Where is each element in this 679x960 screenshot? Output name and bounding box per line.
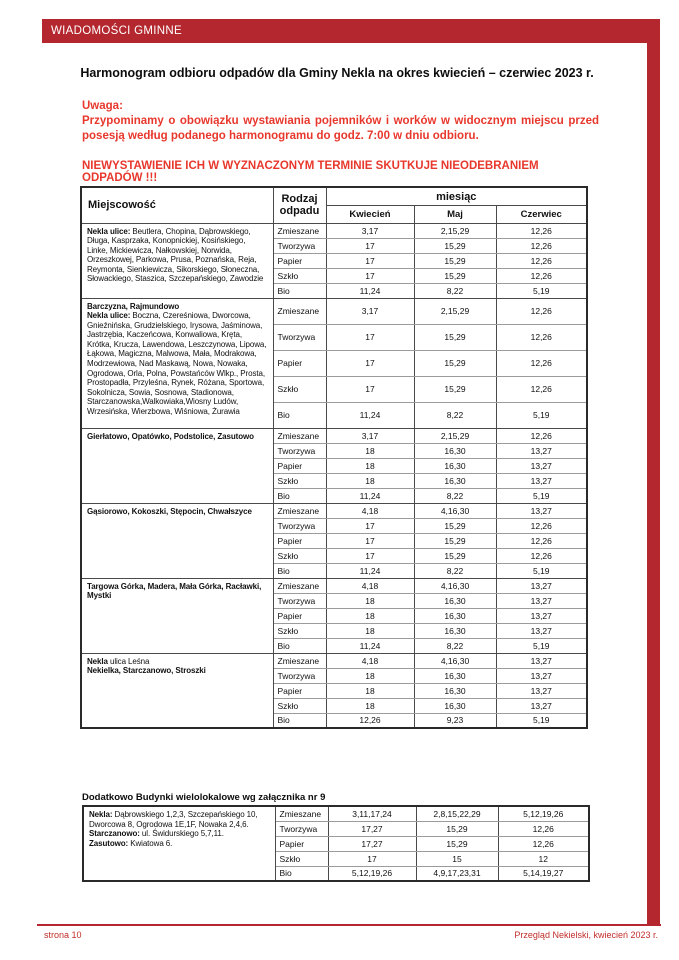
collection-dates-cell: 2,15,29 [414,223,496,238]
collection-dates-cell: 3,17 [326,428,414,443]
location-line: Nekielka, Starczanowo, Stroszki [87,666,206,676]
waste-type-cell: Tworzywa [273,593,326,608]
notice-body: Przypominamy o obowiązku wystawiania pojemników i worków w widocznym miejscu przed posesją według podanego harmonogramu do godz. 7:00 w dniu odbioru. [82,115,599,143]
waste-type-cell: Tworzywa [273,518,326,533]
collection-dates-cell: 5,19 [496,283,587,298]
collection-dates-cell: 15,29 [414,238,496,253]
waste-type-cell: Tworzywa [273,668,326,683]
collection-dates-cell: 2,15,29 [414,428,496,443]
schedule-group [81,223,587,298]
collection-dates-cell: 4,16,30 [414,503,496,518]
table-row [81,503,587,518]
warning-text: NIEWYSTAWIENIE ICH W WYZNACZONYM TERMINIE SKUTKUJE NIEODEBRANIEM ODPADÓW !!! [82,160,539,184]
waste-type-cell: Papier [273,533,326,548]
table-row [81,578,587,593]
collection-dates-cell: 12,26 [496,223,587,238]
table-row [83,806,589,821]
collection-dates-cell: 12,26 [496,533,587,548]
location-line: Gierłatowo, Opatówko, Podstolice, Zasutowo [87,431,254,441]
waste-type-cell: Tworzywa [273,324,326,350]
page-edge-accent-strip [647,19,660,925]
collection-dates-cell: 17 [326,268,414,283]
collection-dates-cell: 8,22 [414,563,496,578]
collection-dates-cell: 8,22 [414,488,496,503]
footer-rule [37,924,661,926]
collection-dates-cell: 9,23 [414,713,496,728]
collection-dates-cell: 15,29 [414,518,496,533]
col-header-kwiecien: Kwiecień [326,206,414,224]
waste-type-cell: Zmieszane [273,503,326,518]
collection-dates-cell: 18 [326,593,414,608]
collection-dates-cell: 16,30 [414,608,496,623]
collection-dates-cell: 4,18 [326,578,414,593]
collection-dates-cell: 17 [326,253,414,268]
collection-dates-cell: 3,17 [326,223,414,238]
collection-dates-cell: 12,26 [496,350,587,376]
col-header-miesiac: miesiąc [326,187,587,206]
collection-dates-cell: 17 [326,518,414,533]
location-line: Nekla ulice: Beutlera, Chopina, Dąbrowskiego, Długa, Kasprzaka, Konopnickiej, Kosińskiego, Linke, Mickiewicza, Nałkowskiej, Norwida, Orzeszkowej, Parkowa, Prusa, Poznańska, Reja, Reymonta, Sienkiewicza, Sikorskiego, Słoneczna, Słowackiego, Staszica, Szczepańskiego, Zawodzie [87,226,264,284]
waste-type-cell: Papier [273,253,326,268]
collection-dates-cell: 4,18 [326,653,414,668]
multi-unit-buildings-table [82,805,590,882]
collection-dates-cell: 16,30 [414,458,496,473]
waste-type-cell: Szkło [273,268,326,283]
waste-type-cell: Tworzywa [275,821,328,836]
collection-dates-cell: 8,22 [414,402,496,428]
collection-dates-cell: 15,29 [414,533,496,548]
collection-dates-cell: 13,27 [496,683,587,698]
waste-type-cell: Szkło [273,376,326,402]
collection-dates-cell: 18 [326,473,414,488]
collection-dates-cell: 17,27 [328,836,416,851]
collection-dates-cell: 5,12,19,26 [328,866,416,881]
collection-dates-cell: 12,26 [496,376,587,402]
collection-dates-cell: 12,26 [496,268,587,283]
collection-dates-cell: 8,22 [414,283,496,298]
collection-dates-cell: 2,15,29 [414,298,496,324]
waste-type-cell: Bio [273,283,326,298]
location-line: Zasutowo: Kwiatowa 6. [89,838,173,848]
waste-type-cell: Bio [273,488,326,503]
collection-dates-cell: 18 [326,458,414,473]
footer-publication: Przegląd Nekielski, kwiecień 2023 r. [514,930,658,940]
waste-type-cell: Papier [273,350,326,376]
collection-dates-cell: 15,29 [414,376,496,402]
location-cell [81,428,273,503]
collection-dates-cell: 15,29 [414,324,496,350]
collection-dates-cell: 13,27 [496,473,587,488]
collection-dates-cell: 5,19 [496,713,587,728]
collection-dates-cell: 17 [326,533,414,548]
collection-dates-cell: 11,24 [326,638,414,653]
location-cell [81,298,273,428]
collection-dates-cell: 16,30 [414,683,496,698]
col-header-miejscowosc: Miejscowość [81,187,273,223]
location-line: Nekla: Dąbrowskiego 1,2,3, Szczepańskiego 10, Dworcowa 8, Ogrodowa 1E,1F, Nowaka 2,4,6. [89,810,258,829]
collection-dates-cell: 16,30 [414,593,496,608]
schedule-group [81,653,587,728]
waste-type-cell: Tworzywa [273,443,326,458]
table-row [81,653,587,668]
waste-type-cell: Papier [273,458,326,473]
location-line: Nekla ulica Leśna [87,656,150,666]
collection-dates-cell: 12,26 [496,324,587,350]
collection-dates-cell: 12,26 [496,428,587,443]
col-header-rodzaj-odpadu: Rodzaj odpadu [273,187,326,223]
location-line: Gąsiorowo, Kokoszki, Stępocin, Chwałszyce [87,506,252,516]
extra-section-heading: Dodatkowo Budynki wielolokalowe wg załącznika nr 9 [82,792,326,803]
collection-dates-cell: 5,19 [496,563,587,578]
collection-dates-cell: 5,12,19,26 [498,806,589,821]
collection-dates-cell: 17,27 [328,821,416,836]
waste-type-cell: Papier [273,608,326,623]
collection-dates-cell: 12,26 [496,518,587,533]
waste-type-cell: Zmieszane [273,428,326,443]
schedule-group [81,298,587,428]
waste-type-cell: Papier [273,683,326,698]
collection-dates-cell: 4,16,30 [414,653,496,668]
waste-type-cell: Szkło [273,623,326,638]
location-cell [83,806,275,881]
collection-dates-cell: 12,26 [496,238,587,253]
schedule-group [83,806,589,881]
collection-dates-cell: 12,26 [496,298,587,324]
location-cell [81,503,273,578]
waste-type-cell: Zmieszane [273,223,326,238]
waste-type-cell: Bio [273,563,326,578]
collection-dates-cell: 4,9,17,23,31 [416,866,498,881]
waste-type-cell: Szkło [273,548,326,563]
collection-dates-cell: 4,16,30 [414,578,496,593]
collection-dates-cell: 18 [326,668,414,683]
collection-dates-cell: 17 [326,548,414,563]
location-line: Targowa Górka, Madera, Mała Górka, Racławki, Mystki [87,581,262,601]
collection-dates-cell: 18 [326,608,414,623]
collection-dates-cell: 17 [326,376,414,402]
collection-dates-cell: 13,27 [496,503,587,518]
collection-dates-cell: 13,27 [496,698,587,713]
schedule-group [81,578,587,653]
location-line: Starczanowo: ul. Świdurskiego 5,7,11. [89,829,224,839]
notice-block [82,99,599,145]
collection-dates-cell: 13,27 [496,623,587,638]
collection-dates-cell: 13,27 [496,608,587,623]
collection-dates-cell: 13,27 [496,668,587,683]
schedule-group [81,503,587,578]
location-line: Nekla ulice: Boczna, Czereśniowa, Dworcowa, Gnieźnińska, Grudzielskiego, Irysowa, Jaśminowa, Jastrzębia, Kaczeńcowa, Konwaliowa, Kręta, Krótka, Krucza, Lawendowa, Leszczynowa, Lipowa, Łąkowa, Magiczna, Malwowa, Mała, Modrakowa, Modrzewiowa, Nad Maskawą, Nowa, Nowaka, Ogrodowa, Orla, Polna, Powstańców Wlkp., Prosta, Prostopadła, Przyleśna, Rynek, Różana, Sportowa, Sokolnicza, Sowia, Sosnowa, Stadionowa, Starczanowska,Walkowiaka,Wiosny Ludów, Wrzesińska, Wierzbowa, Wiśniowa, Żurawia [87,311,267,417]
waste-type-cell: Papier [275,836,328,851]
location-cell [81,653,273,728]
table-header-row [81,187,587,206]
collection-dates-cell: 17 [326,350,414,376]
collection-dates-cell: 18 [326,698,414,713]
waste-type-cell: Szkło [273,473,326,488]
waste-type-cell: Bio [273,713,326,728]
waste-type-cell: Szkło [273,698,326,713]
col-header-czerwiec: Czerwiec [496,206,587,224]
waste-schedule-table [80,186,588,729]
waste-type-cell: Bio [273,638,326,653]
notice-label: Uwaga: [82,100,123,112]
collection-dates-cell: 3,17 [326,298,414,324]
waste-type-cell: Szkło [275,851,328,866]
collection-dates-cell: 15,29 [416,821,498,836]
collection-dates-cell: 16,30 [414,668,496,683]
collection-dates-cell: 17 [326,324,414,350]
waste-type-cell: Bio [275,866,328,881]
collection-dates-cell: 5,14,19,27 [498,866,589,881]
location-line: Barczyzna, Rajmundowo [87,301,180,311]
table-row [81,428,587,443]
collection-dates-cell: 15,29 [416,836,498,851]
collection-dates-cell: 15,29 [414,548,496,563]
collection-dates-cell: 15,29 [414,268,496,283]
collection-dates-cell: 12,26 [496,548,587,563]
collection-dates-cell: 5,19 [496,402,587,428]
footer-page-number: strona 10 [44,930,82,940]
col-header-maj: Maj [414,206,496,224]
collection-dates-cell: 13,27 [496,593,587,608]
collection-dates-cell: 11,24 [326,488,414,503]
collection-dates-cell: 11,24 [326,402,414,428]
collection-dates-cell: 16,30 [414,473,496,488]
collection-dates-cell: 13,27 [496,458,587,473]
collection-dates-cell: 17 [326,238,414,253]
collection-dates-cell: 12,26 [496,253,587,268]
schedule-group [81,428,587,503]
collection-dates-cell: 12,26 [498,836,589,851]
collection-dates-cell: 12 [498,851,589,866]
location-cell [81,223,273,298]
waste-type-cell: Zmieszane [273,578,326,593]
collection-dates-cell: 13,27 [496,653,587,668]
collection-dates-cell: 3,11,17,24 [328,806,416,821]
collection-dates-cell: 17 [328,851,416,866]
collection-dates-cell: 2,8,15,22,29 [416,806,498,821]
collection-dates-cell: 11,24 [326,283,414,298]
collection-dates-cell: 5,19 [496,488,587,503]
collection-dates-cell: 8,22 [414,638,496,653]
collection-dates-cell: 15,29 [414,350,496,376]
collection-dates-cell: 18 [326,443,414,458]
collection-dates-cell: 15,29 [414,253,496,268]
waste-type-cell: Zmieszane [273,653,326,668]
collection-dates-cell: 16,30 [414,623,496,638]
collection-dates-cell: 15 [416,851,498,866]
table-row [81,298,587,324]
waste-type-cell: Zmieszane [273,298,326,324]
collection-dates-cell: 13,27 [496,578,587,593]
waste-type-cell: Zmieszane [275,806,328,821]
table-row [81,223,587,238]
collection-dates-cell: 4,18 [326,503,414,518]
collection-dates-cell: 16,30 [414,443,496,458]
banner-label: WIADOMOŚCI GMINNE [51,25,182,37]
collection-dates-cell: 5,19 [496,638,587,653]
page-title: Harmonogram odbioru odpadów dla Gminy Nekla na okres kwiecień – czerwiec 2023 r. [80,66,594,80]
waste-type-cell: Bio [273,402,326,428]
collection-dates-cell: 12,26 [326,713,414,728]
collection-dates-cell: 13,27 [496,443,587,458]
collection-dates-cell: 18 [326,623,414,638]
collection-dates-cell: 11,24 [326,563,414,578]
collection-dates-cell: 18 [326,683,414,698]
newsletter-section-banner [42,19,660,43]
collection-dates-cell: 12,26 [498,821,589,836]
collection-dates-cell: 16,30 [414,698,496,713]
location-cell [81,578,273,653]
waste-type-cell: Tworzywa [273,238,326,253]
